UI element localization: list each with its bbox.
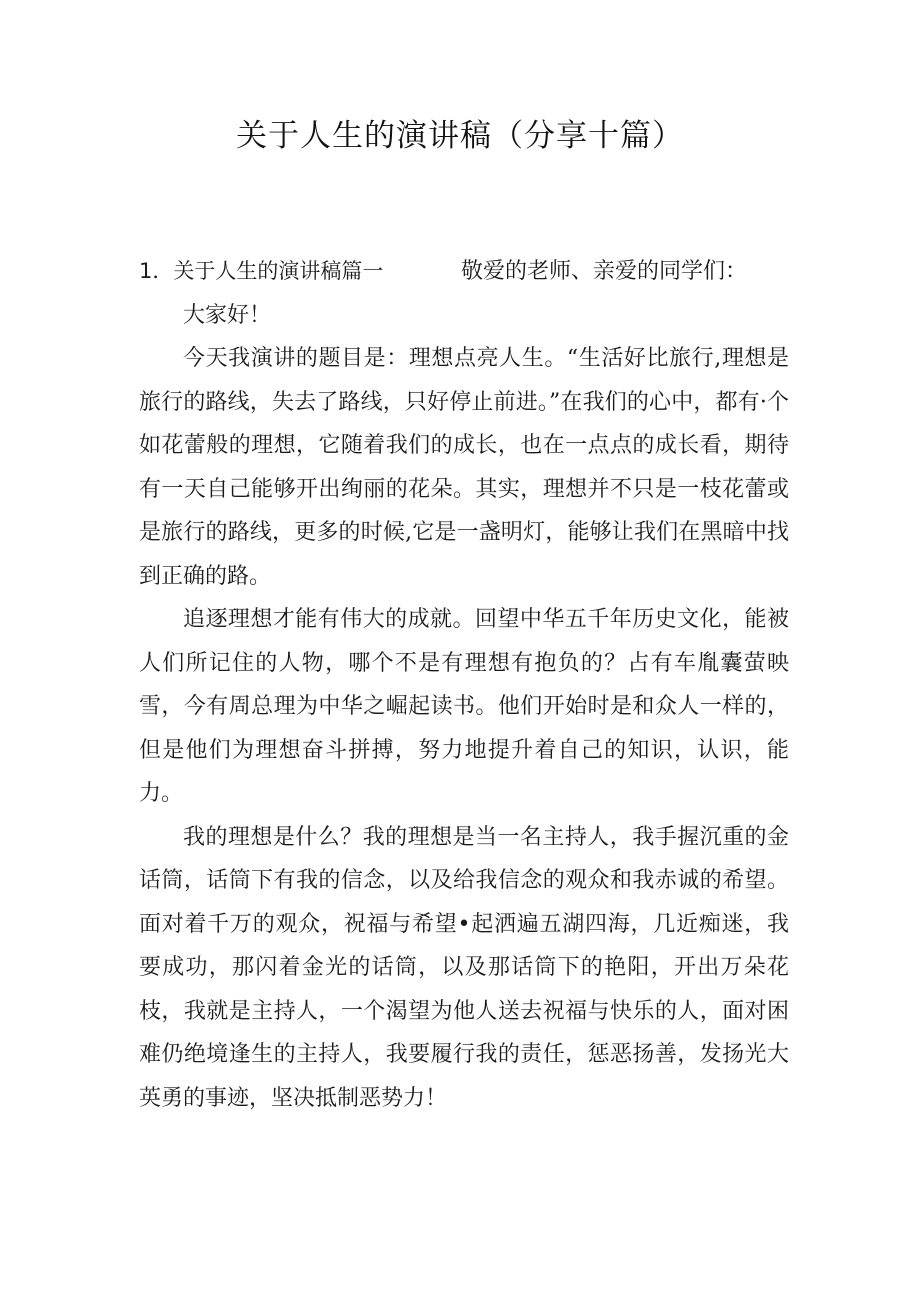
paragraph-3: 我的理想是什么？我的理想是当一名主持人，我手握沉重的金话筒，话筒下有我的信念，以及给我信念的观众和我赤诚的希望。面对着千万的观众，祝福与希望•起洒遍五湖四海，几近痴迷，我要成功，那闪着金光的话筒，以及那话筒下的艳阳，开出万朵花枝，我就是主持人，一个渴望为他人送去祝福与快乐的人，面对困难仍绝境逢生的主持人，我要履行我的责任，惩恶扬善，发扬光大英勇的事迹，坚决抵制恶势力！: [139, 824, 789, 1111]
section-heading-line: [139, 250, 789, 294]
paragraph-2: 追逐理想才能有伟大的成就。回望中华五千年历史文化，能被人们所记住的人物，哪个不是有理想有抱负的？占有车胤囊萤映雪，今有周总理为中华之崛起读书。他们开始时是和众人一样的，但是他们为理想奋斗拼搏，努力地提升着自己的知识，认识，能力。: [139, 607, 789, 806]
document-title: 关于人生的演讲稿（分享十篇）: [236, 118, 684, 154]
greeting: 大家好！: [183, 302, 272, 328]
document-body: [139, 250, 789, 1120]
salutation: 敬爱的老师、亲爱的同学们：: [461, 259, 748, 284]
section-heading: 1．关于人生的演讲稿篇一: [139, 259, 384, 283]
paragraph-1: 今天我演讲的题目是：理想点亮人生。“生活好比旅行,理想是旅行的路线，失去了路线，只好停止前进。”在我们的心中，都有·个如花蕾般的理想，它随着我们的成长，也在一点点的成长看，期待有一天自己能够开出绚丽的花朵。其实，理想并不只是一枝花蕾或是旅行的路线，更多的时候,它是一盏明灯，能够让我们在黑暗中找到正确的路。: [139, 346, 789, 589]
